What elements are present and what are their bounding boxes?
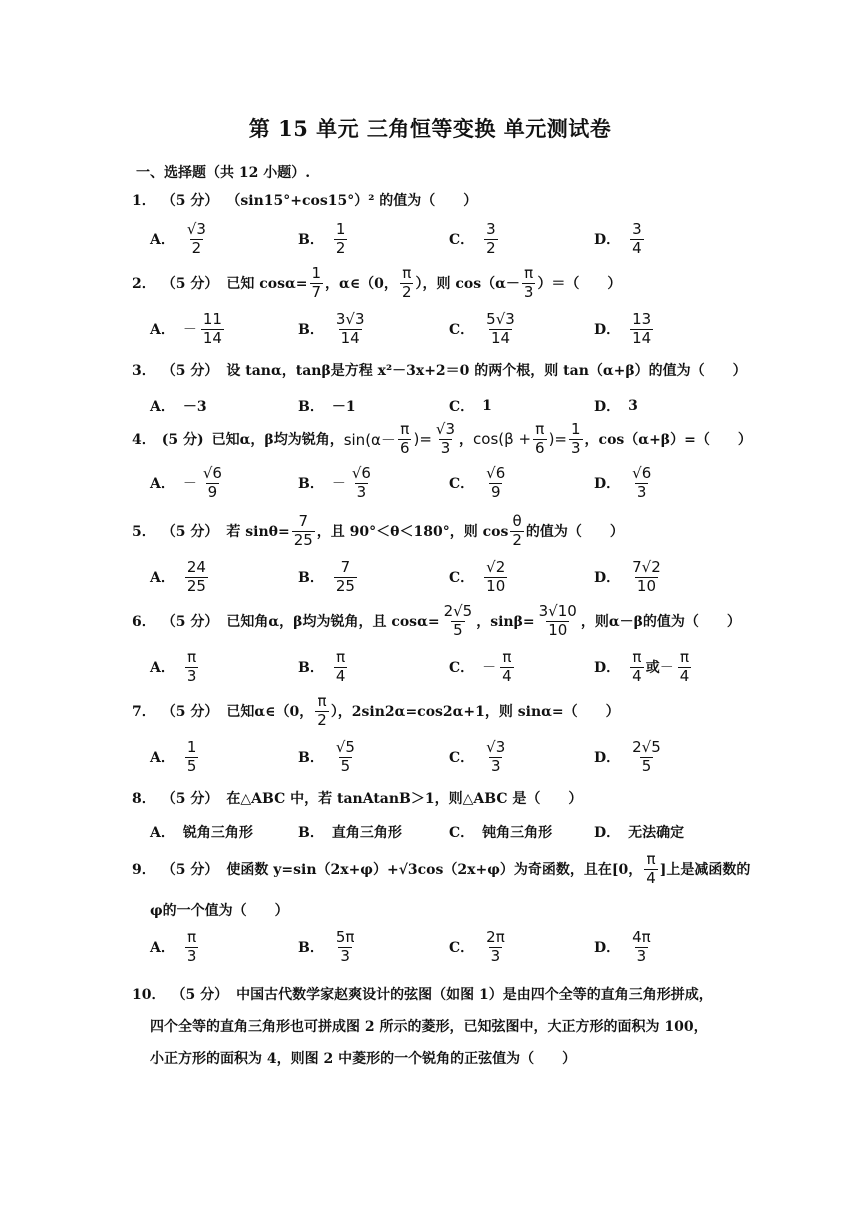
numerator: π [187, 648, 197, 666]
section-heading: 一、选择题（共 12 小题）. [136, 165, 311, 181]
fraction [334, 560, 357, 595]
stem-text: ，α∈（0， [325, 276, 398, 293]
denominator: 4 [646, 868, 656, 887]
denominator: 25 [335, 576, 355, 595]
question-stem-continued: 四个全等的直角三角形也可拼成图 2 所示的菱形，已知弦图中，大正方形的面积为 100， [150, 1019, 708, 1035]
option-text: 直角三角形 [331, 825, 402, 841]
fraction [315, 694, 329, 729]
numerator: 7√2 [632, 558, 661, 576]
question-number: 7． [132, 704, 156, 721]
numerator: 2√5 [443, 602, 473, 620]
minus-sign: － [659, 660, 674, 677]
denominator: 5 [641, 756, 652, 775]
question-score: (5 分) [161, 432, 204, 449]
option-text: 或 [645, 660, 660, 677]
question-score: （5 分） [161, 193, 219, 209]
fraction [484, 930, 507, 965]
fraction [185, 930, 199, 965]
numerator: π [187, 928, 197, 946]
numerator: 2√5 [632, 738, 661, 756]
denominator: 4 [502, 666, 512, 685]
fraction [310, 266, 324, 301]
option-text: 1 [482, 398, 492, 414]
option-c[interactable] [449, 650, 516, 685]
question-score: （5 分） [171, 987, 229, 1003]
fraction [500, 650, 514, 685]
numerator: θ [512, 512, 522, 530]
option-label: A． [150, 232, 175, 249]
numerator: 24 [186, 558, 206, 576]
fraction [630, 650, 644, 685]
option-text: －1 [331, 399, 356, 415]
denominator: 2 [512, 530, 522, 549]
option-a[interactable] [150, 650, 200, 685]
option-text: 无法确定 [628, 825, 685, 841]
option-label: B． [298, 940, 324, 957]
numerator: 5π [335, 928, 355, 946]
denominator: 5 [453, 620, 463, 639]
numerator: 4π [632, 928, 651, 946]
stem-text: ，则α－β的值为（ ） [580, 614, 741, 631]
question-number: 4． [132, 432, 156, 449]
stem-text: ，cos（α+β）=（ ） [584, 432, 752, 449]
question-number: 8． [132, 791, 156, 807]
question-number: 3． [132, 363, 156, 379]
fraction [630, 466, 653, 501]
denominator: 3 [340, 946, 350, 965]
fraction [630, 312, 653, 347]
option-a[interactable] [150, 222, 210, 257]
denominator: 14 [490, 328, 511, 347]
option-label: D． [594, 322, 621, 339]
question-7 [132, 694, 620, 729]
fraction [630, 930, 653, 965]
option-label: A． [150, 322, 175, 339]
numerator: 3√3 [335, 310, 365, 328]
option-b[interactable] [298, 930, 358, 965]
denominator: 25 [186, 576, 206, 595]
option-label: C． [449, 322, 475, 339]
minus-sign: － [331, 476, 346, 493]
question-number: 5． [132, 524, 156, 541]
fraction [678, 650, 692, 685]
denominator: 3 [490, 756, 501, 775]
denominator: 2 [317, 710, 327, 729]
fraction [569, 422, 583, 457]
question-score: （5 分） [161, 862, 219, 879]
denominator: 2 [191, 238, 202, 257]
numerator: 7 [340, 558, 351, 576]
stem-text: ）＝（ ） [537, 276, 622, 293]
fraction [484, 312, 517, 347]
fraction [185, 740, 199, 775]
numerator: π [400, 420, 410, 438]
denominator: 6 [535, 438, 545, 457]
stem-text: ， [459, 432, 474, 449]
fraction [185, 650, 199, 685]
stem-text: 若 sinθ= [226, 524, 290, 541]
question-8 [132, 788, 582, 808]
numerator: π [646, 850, 656, 868]
option-label: B． [298, 322, 324, 339]
minus-sign: － [182, 476, 197, 493]
fraction [533, 422, 547, 457]
numerator: 5√3 [486, 310, 515, 328]
option-b[interactable] [298, 312, 369, 347]
option-label: B． [298, 232, 324, 249]
stem-text: ]上是减函数的 [659, 862, 751, 879]
option-label: C． [449, 660, 475, 677]
option-d[interactable] [594, 930, 655, 965]
option-d[interactable] [594, 740, 665, 775]
denominator: 9 [207, 482, 218, 501]
numerator: 1 [311, 264, 322, 282]
numerator: √2 [486, 558, 506, 576]
option-c[interactable] [449, 740, 509, 775]
fraction [292, 514, 315, 549]
numerator: 1 [186, 738, 197, 756]
question-score: （5 分） [161, 614, 219, 631]
numerator: √5 [335, 738, 355, 756]
option-label: A． [150, 476, 175, 493]
stem-text: ，且 90°＜θ＜180°，则 cos [316, 524, 509, 541]
option-c[interactable] [449, 560, 509, 595]
numerator: π [317, 692, 327, 710]
fraction [510, 514, 524, 549]
option-c[interactable] [449, 822, 552, 842]
numerator: √6 [351, 464, 371, 482]
option-label: B． [298, 399, 324, 415]
question-stem: 在△ABC 中，若 tanAtanB＞1，则△ABC 是（ ） [226, 791, 583, 807]
numerator: √6 [632, 464, 652, 482]
denominator: 3 [571, 438, 581, 457]
option-label: A． [150, 660, 175, 677]
option-label: B． [298, 825, 324, 841]
option-label: D． [594, 660, 621, 677]
question-score: （5 分） [161, 704, 219, 721]
question-number: 2． [132, 276, 156, 293]
option-label: B． [298, 660, 324, 677]
denominator: 25 [293, 530, 313, 549]
denominator: 3 [636, 946, 647, 965]
option-label: B． [298, 750, 324, 767]
question-number: 9． [132, 862, 156, 879]
denominator: 2 [335, 238, 346, 257]
option-label: C． [449, 825, 475, 841]
option-a[interactable] [150, 560, 210, 595]
stem-text: )= [413, 430, 432, 449]
fraction [522, 266, 536, 301]
denominator: 14 [632, 328, 652, 347]
numerator: 2π [486, 928, 505, 946]
denominator: 14 [202, 328, 222, 347]
numerator: 1 [335, 220, 346, 238]
numerator: 3 [486, 220, 496, 238]
option-c[interactable] [449, 396, 492, 416]
question-4 [132, 422, 752, 457]
stem-text: 已知 cosα= [226, 276, 308, 293]
stem-text: 已知α，β均为锐角， [211, 432, 344, 449]
question-3 [132, 360, 747, 380]
numerator: π [524, 264, 534, 282]
option-label: B． [298, 476, 324, 493]
minus-sign: － [482, 660, 497, 677]
stem-text: ，sinβ= [476, 614, 535, 631]
option-label: C． [449, 750, 475, 767]
denominator: 9 [490, 482, 501, 501]
stem-text: 使函数 y=sin（2x+φ）+√3cos（2x+φ）为奇函数，且在[0， [226, 862, 643, 879]
numerator: √3 [435, 420, 456, 438]
fraction [630, 222, 644, 257]
option-label: D． [594, 232, 621, 249]
option-label: A． [150, 399, 175, 415]
fraction [398, 422, 412, 457]
question-stem-continued: 小正方形的面积为 4，则图 2 中菱形的一个锐角的正弦值为（ ） [150, 1051, 577, 1067]
option-text: －3 [182, 399, 207, 415]
denominator: 2 [486, 238, 496, 257]
option-label: A． [150, 825, 175, 841]
numerator: 7 [298, 512, 309, 530]
denominator: 10 [548, 620, 568, 639]
question-number: 10． [132, 987, 166, 1003]
numerator: √3 [486, 738, 506, 756]
numerator: 3 [632, 220, 642, 238]
option-d[interactable] [594, 222, 646, 257]
fraction [334, 312, 367, 347]
numerator: π [402, 264, 412, 282]
option-text: 3 [628, 398, 638, 414]
denominator: 3 [186, 946, 197, 965]
question-1 [132, 190, 477, 210]
fraction [334, 740, 357, 775]
denominator: 10 [486, 576, 506, 595]
fraction [201, 466, 224, 501]
option-label: D． [594, 750, 621, 767]
fraction [484, 740, 507, 775]
option-c[interactable] [449, 466, 509, 501]
option-d[interactable] [594, 822, 684, 842]
option-a[interactable] [150, 822, 253, 842]
option-d[interactable] [594, 396, 638, 416]
option-b[interactable] [298, 650, 349, 685]
option-label: A． [150, 940, 175, 957]
stem-text: cos(β + [473, 430, 532, 449]
option-label: D． [594, 476, 621, 493]
question-number: 1． [132, 193, 156, 209]
page-title: 第 15 单元 三角恒等变换 单元测试卷 [248, 116, 612, 141]
option-c[interactable] [449, 222, 500, 257]
numerator: √3 [186, 220, 206, 238]
denominator: 3 [356, 482, 367, 501]
fraction [185, 560, 208, 595]
stem-text: 的值为（ ） [525, 524, 624, 541]
denominator: 3 [523, 282, 534, 301]
option-a[interactable] [150, 312, 226, 347]
numerator: 13 [632, 310, 652, 328]
denominator: 4 [335, 666, 346, 685]
option-label: D． [594, 825, 621, 841]
option-label: D． [594, 399, 621, 415]
option-a[interactable] [150, 466, 226, 501]
numerator: π [679, 648, 689, 666]
question-9 [132, 852, 750, 887]
option-d[interactable] [594, 312, 655, 347]
option-d[interactable] [594, 560, 665, 595]
numerator: √6 [202, 464, 222, 482]
question-number: 6． [132, 614, 156, 631]
fraction [537, 604, 579, 639]
numerator: π [502, 648, 512, 666]
question-stem: 设 tanα，tanβ是方程 x²－3x+2＝0 的两个根，则 tan（α+β）的值为（ ） [226, 363, 747, 379]
numerator: 3√10 [538, 602, 577, 620]
numerator: π [535, 420, 545, 438]
numerator: π [336, 648, 346, 666]
fraction [484, 466, 507, 501]
option-text: 钝角三角形 [482, 825, 553, 841]
denominator: 4 [632, 238, 642, 257]
option-a[interactable] [150, 740, 200, 775]
option-label: A． [150, 750, 175, 767]
option-label: D． [594, 570, 621, 587]
option-b[interactable] [298, 822, 402, 842]
fraction [484, 560, 507, 595]
stem-text: ），则 cos（α－ [415, 276, 520, 293]
denominator: 14 [340, 328, 360, 347]
option-label: C． [449, 476, 475, 493]
fraction [201, 312, 224, 347]
option-b[interactable] [298, 396, 356, 416]
option-b[interactable] [298, 740, 359, 775]
option-b[interactable] [298, 560, 359, 595]
option-label: C． [449, 940, 475, 957]
stem-text: )= [548, 430, 567, 449]
fraction [334, 650, 348, 685]
stem-text: sin(α－ [343, 430, 396, 449]
option-text: 锐角三角形 [182, 825, 253, 841]
option-a[interactable] [150, 930, 200, 965]
fraction [185, 222, 208, 257]
option-label: C． [449, 570, 475, 587]
minus-sign: － [182, 322, 197, 339]
fraction [644, 852, 658, 887]
question-5 [132, 514, 624, 549]
question-6 [132, 604, 741, 639]
stem-text: 已知角α，β均为锐角，且 cosα= [226, 614, 440, 631]
option-label: D． [594, 940, 621, 957]
denominator: 3 [636, 482, 647, 501]
option-b[interactable] [298, 222, 349, 257]
option-d[interactable] [594, 650, 693, 685]
denominator: 5 [340, 756, 351, 775]
option-label: C． [449, 232, 475, 249]
denominator: 5 [186, 756, 197, 775]
fraction [400, 266, 414, 301]
question-10 [132, 984, 713, 1004]
fraction [334, 222, 348, 257]
denominator: 3 [490, 946, 501, 965]
stem-text: 已知α∈（0， [226, 704, 314, 721]
denominator: 2 [401, 282, 412, 301]
numerator: 1 [571, 420, 581, 438]
option-a[interactable] [150, 396, 207, 416]
question-stem: （sin15°+cos15°）² 的值为（ ） [226, 193, 478, 209]
option-d[interactable] [594, 466, 655, 501]
fraction [350, 466, 373, 501]
numerator: √6 [486, 464, 506, 482]
question-stem: 中国古代数学家赵爽设计的弦图（如图 1）是由四个全等的直角三角形拼成， [236, 987, 713, 1003]
fraction [434, 422, 457, 457]
question-score: （5 分） [161, 791, 219, 807]
question-stem-continued: φ的一个值为（ ） [150, 903, 289, 919]
question-score: （5 分） [161, 524, 219, 541]
fraction [630, 560, 663, 595]
question-2 [132, 266, 621, 301]
option-b[interactable] [298, 466, 375, 501]
denominator: 3 [440, 438, 451, 457]
option-label: C． [449, 399, 475, 415]
question-score: （5 分） [161, 276, 219, 293]
stem-text: ），2sin2α=cos2α+1，则 sinα=（ ） [330, 704, 620, 721]
option-label: A． [150, 570, 175, 587]
denominator: 4 [632, 666, 642, 685]
fraction [442, 604, 475, 639]
fraction [484, 222, 498, 257]
fraction [334, 930, 357, 965]
numerator: 11 [202, 310, 222, 328]
denominator: 10 [636, 576, 657, 595]
option-c[interactable] [449, 312, 519, 347]
denominator: 4 [679, 666, 690, 685]
denominator: 7 [311, 282, 322, 301]
denominator: 6 [399, 438, 410, 457]
numerator: π [632, 648, 642, 666]
denominator: 3 [186, 666, 197, 685]
fraction [630, 740, 663, 775]
question-score: （5 分） [161, 363, 219, 379]
option-label: B． [298, 570, 324, 587]
option-c[interactable] [449, 930, 509, 965]
